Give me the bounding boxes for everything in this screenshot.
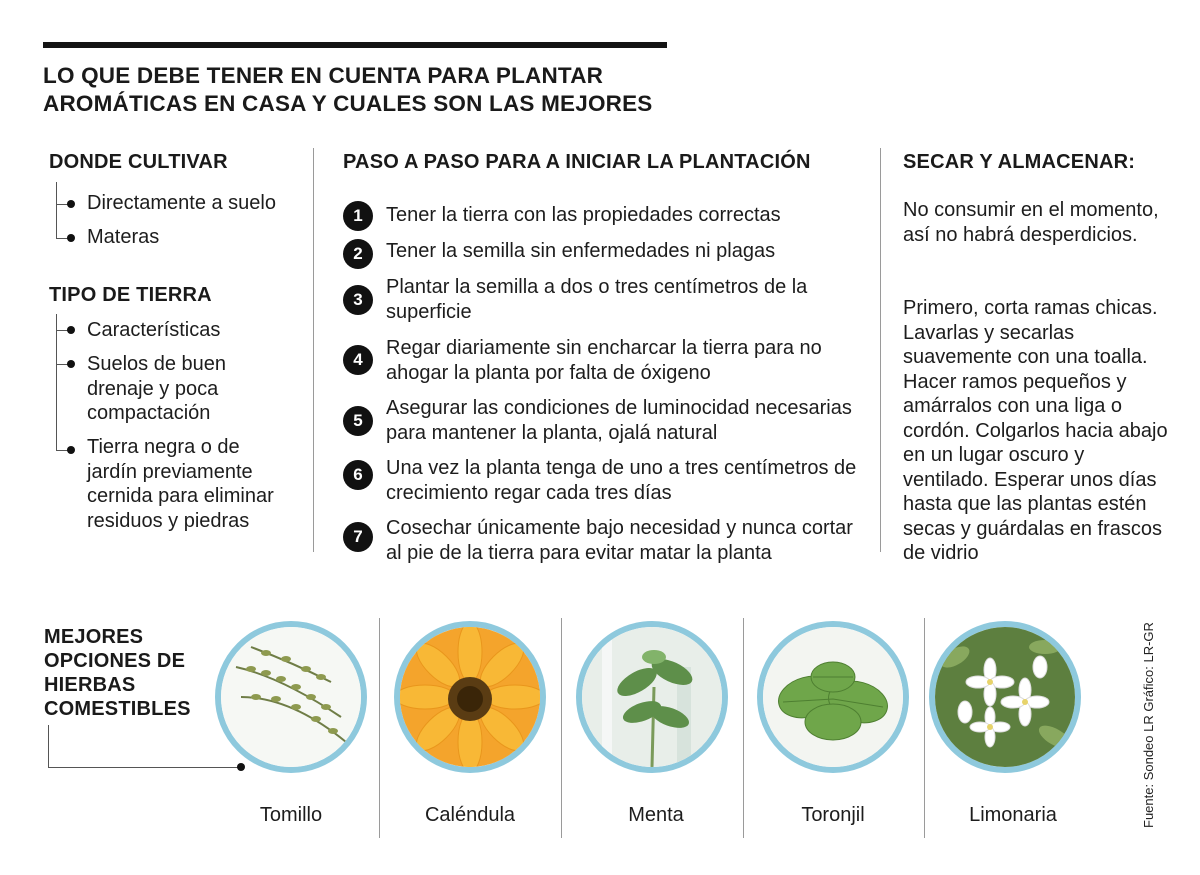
bullet-dot [67, 234, 75, 242]
source-credit: Fuente: Sondeo LR Gráfico: LR-GR [1141, 622, 1156, 828]
donde-heading: DONDE CULTIVAR [49, 151, 228, 173]
calendula-image [394, 621, 546, 773]
title-line-2: AROMÁTICAS EN CASA Y CUALES SON LAS MEJORES [43, 91, 653, 116]
pointer-dot [237, 763, 245, 771]
tierra-item-2: Suelos de buen drenaje y poca compactación [87, 353, 227, 424]
step-text-2: Tener la semilla sin enfermedades ni plagas [386, 240, 776, 262]
limonaria-image [929, 621, 1081, 773]
step-number-2: 2 [343, 239, 373, 269]
tierra-heading: TIPO DE TIERRA [49, 284, 212, 306]
step-number-6: 6 [343, 460, 373, 490]
herb-label-menta: Menta [628, 804, 684, 826]
herb-label-toronjil: Toronjil [801, 804, 865, 826]
tomillo-image [215, 621, 367, 773]
mejores-heading: MEJORES OPCIONES DE HIERBAS COMESTIBLES [44, 626, 191, 720]
step-number-3: 3 [343, 285, 373, 315]
herb-divider-2 [561, 618, 562, 838]
menta-image [576, 621, 728, 773]
herb-label-tomillo: Tomillo [259, 804, 323, 826]
step-number-7: 7 [343, 522, 373, 552]
page-title [43, 62, 743, 118]
step-text-1: Tener la tierra con las propiedades correctas [386, 204, 781, 226]
pasos-heading: PASO A PASO PARA A INICIAR LA PLANTACIÓN [343, 151, 811, 173]
title-line-1: LO QUE DEBE TENER EN CUENTA PARA PLANTAR [43, 63, 604, 88]
step-number-4: 4 [343, 345, 373, 375]
tierra-tree-line [56, 314, 57, 450]
bullet-dot [67, 360, 75, 368]
toronjil-image [757, 621, 909, 773]
step-number-5: 5 [343, 406, 373, 436]
tierra-item-1: Características [87, 319, 221, 341]
tierra-item-3: Tierra negra o de jardín previamente cernida para eliminar residuos y piedras [87, 436, 274, 532]
step-text-4: Regar diariamente sin encharcar la tierra para no ahogar la planta por falta de óxigeno [386, 337, 822, 384]
column-divider-1 [313, 148, 314, 552]
herb-label-limonaria: Limonaria [969, 804, 1057, 826]
secar-paragraph-1: No consumir en el momento, así no habrá desperdicios. [903, 199, 1159, 246]
top-rule [43, 42, 667, 48]
herb-label-calendula: Caléndula [424, 804, 516, 826]
donde-tree-line [56, 182, 57, 238]
step-text-5: Asegurar las condiciones de luminocidad necesarias para mantener la planta, ojalá natural [386, 397, 852, 444]
bullet-dot [67, 446, 75, 454]
donde-item-2: Materas [87, 226, 160, 248]
pointer-line-vertical [48, 725, 49, 768]
step-text-6: Una vez la planta tenga de uno a tres centímetros de crecimiento regar cada tres días [386, 457, 857, 504]
column-divider-2 [880, 148, 881, 552]
bullet-dot [67, 326, 75, 334]
secar-paragraph-2: Primero, corta ramas chicas. Lavarlas y secarlas suavemente con una toalla. Hacer ramos pequeños y amárralos con una liga o cordón. Colgarlos hacia abajo en un lugar oscuro y ventilado. Esperar unos días hasta que las plantas estén secas y guárdalas en frascos de vidrio [903, 297, 1168, 564]
bullet-dot [67, 200, 75, 208]
step-number-1: 1 [343, 201, 373, 231]
step-text-3: Plantar la semilla a dos o tres centímetros de la superficie [386, 276, 808, 323]
donde-item-1: Directamente a suelo [87, 192, 276, 214]
step-text-7: Cosechar únicamente bajo necesidad y nunca cortar al pie de la tierra para evitar matar la planta [386, 517, 853, 564]
secar-heading: SECAR Y ALMACENAR: [903, 151, 1136, 173]
pointer-line-horizontal [48, 767, 240, 768]
